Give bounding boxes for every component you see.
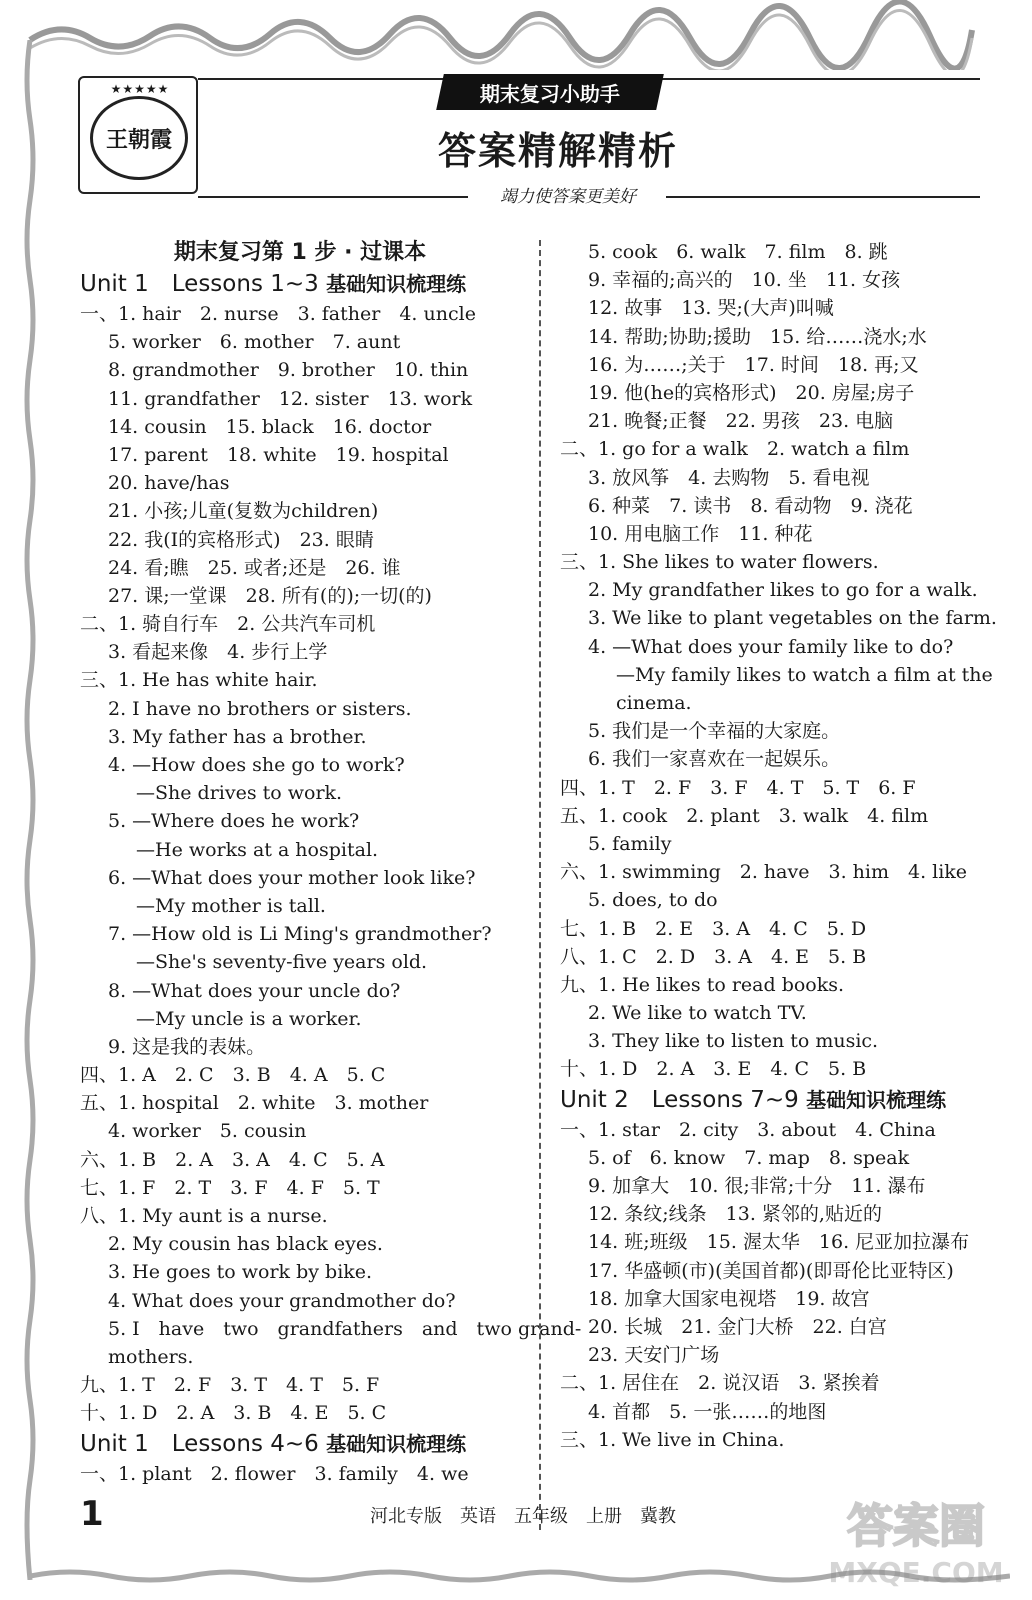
answer-line: 11. grandfather 12. sister 13. work: [108, 387, 473, 410]
page-subtitle: 竭力使答案更美好: [500, 187, 636, 207]
answer-line: 14. 班;班级 15. 渥太华 16. 尼亚加拉瀑布: [588, 1231, 970, 1254]
answer-line: 6. 我们一家喜欢在一起娱乐。: [588, 748, 841, 771]
answer-line: 二、1. 骑自行车 2. 公共汽车司机: [80, 613, 376, 636]
answer-line: 19. 他(he的宾格形式) 20. 房屋;房子: [588, 381, 915, 404]
answer-line: 十、1. D 2. A 3. B 4. E 5. C: [80, 1402, 387, 1425]
answer-line: 16. 为……;关于 17. 时间 18. 再;又: [588, 353, 919, 376]
answer-line: 2. I have no brothers or sisters.: [108, 697, 412, 720]
answer-line: 一、1. hair 2. nurse 3. father 4. uncle: [80, 303, 476, 325]
answer-line: 3. 看起来像 4. 步行上学: [108, 641, 328, 664]
answer-line: 四、1. A 2. C 3. B 4. A 5. C: [80, 1064, 386, 1087]
answer-line: 10. 用电脑工作 11. 种花: [588, 522, 813, 545]
answer-line: 3. We like to plant vegetables on the farm.: [588, 607, 997, 630]
answer-line: 3. 放风筝 4. 去购物 5. 看电视: [588, 466, 870, 489]
answer-line: 2. We like to watch TV.: [588, 1002, 807, 1025]
unit-title-lessons: Unit 1 Lessons 4~6: [80, 1430, 327, 1457]
answer-line: —He works at a hospital.: [136, 838, 379, 861]
footer-edition: 河北专版 英语 五年级 上册 冀教: [370, 1506, 676, 1527]
answer-line: 20. have/has: [108, 472, 230, 495]
watermark-bottom: MXQE.COM: [828, 1556, 1004, 1589]
answer-line: 21. 晚餐;正餐 22. 男孩 23. 电脑: [588, 410, 894, 433]
answer-line: 二、1. go for a walk 2. watch a film: [560, 438, 910, 461]
logo-seal: [90, 96, 188, 180]
answer-line: —My mother is tall.: [136, 894, 326, 917]
answer-line: 5. does, to do: [588, 889, 718, 912]
watermark-top: 答案圈: [847, 1499, 985, 1553]
answer-line: 5. cook 6. walk 7. film 8. 跳: [588, 241, 888, 263]
answer-line: 七、1. F 2. T 3. F 4. F 5. T: [80, 1176, 380, 1199]
answer-line: 5. —Where does he work?: [108, 810, 360, 833]
answer-line: 23. 天安门广场: [588, 1344, 720, 1367]
answer-line: 一、1. star 2. city 3. about 4. China: [560, 1118, 936, 1141]
answer-line: 2. My cousin has black eyes.: [108, 1233, 383, 1256]
answer-line: 7. —How old is Li Ming's grandmother?: [108, 923, 492, 946]
answer-line: 3. He goes to work by bike.: [108, 1261, 373, 1284]
answer-line: —My uncle is a worker.: [136, 1007, 362, 1030]
answer-line: —She drives to work.: [136, 782, 343, 805]
answer-line: 八、1. My aunt is a nurse.: [80, 1205, 328, 1227]
answer-line: 4. —How does she go to work?: [108, 754, 405, 776]
unit-title-lessons: Unit 1 Lessons 1~3: [80, 271, 327, 297]
answer-line: 九、1. He likes to read books.: [560, 973, 845, 996]
subtitle-rule-left: [198, 196, 468, 198]
column-divider: [539, 240, 541, 1530]
unit-title: [80, 1428, 520, 1460]
unit-title-topic: 基础知识梳理练: [806, 1087, 947, 1112]
answer-line: 6. —What does your mother look like?: [108, 866, 476, 889]
answer-line: 8. grandmother 9. brother 10. thin: [108, 359, 469, 382]
page-header: [78, 72, 980, 212]
section-title: 期末复习第 1 步 · 过课本: [173, 240, 427, 265]
answer-line: 24. 看;瞧 25. 或者;还是 26. 谁: [108, 556, 401, 579]
answer-line: 21. 小孩;儿童(复数为children): [108, 500, 379, 523]
answer-line: 九、1. T 2. F 3. T 4. T 5. F: [80, 1374, 380, 1397]
answer-line: —She's seventy-five years old.: [136, 951, 428, 974]
answer-line: 七、1. B 2. E 3. A 4. C 5. D: [560, 917, 867, 940]
answer-line: 四、1. T 2. F 3. F 4. T 5. T 6. F: [560, 776, 916, 799]
unit-title-lessons: Unit 2 Lessons 7~9: [560, 1086, 807, 1113]
answer-line: mothers.: [108, 1345, 194, 1368]
logo-text: 王朝霞: [105, 126, 172, 153]
answer-line: 三、1. He has white hair.: [80, 669, 318, 692]
subtitle-rule-right: [666, 196, 980, 198]
page-number: 1: [80, 1494, 104, 1534]
answer-line: 17. parent 18. white 19. hospital: [108, 443, 449, 466]
answer-line: 20. 长城 21. 金门大桥 22. 白宫: [588, 1315, 887, 1338]
answer-line: 五、1. hospital 2. white 3. mother: [80, 1092, 429, 1115]
page-title: 答案精解精析: [437, 129, 678, 173]
answer-line: 六、1. swimming 2. have 3. him 4. like: [560, 861, 968, 884]
answer-column-right: [560, 238, 1000, 1454]
watermark-logo: [816, 1482, 1016, 1592]
answer-line: 22. 我(I的宾格形式) 23. 眼睛: [108, 528, 374, 551]
answer-line: 五、1. cook 2. plant 3. walk 4. film: [560, 804, 929, 827]
unit-title-topic: 基础知识梳理练: [326, 1431, 467, 1456]
answer-line: 三、1. She likes to water flowers.: [560, 551, 879, 574]
unit-title: [80, 268, 520, 300]
answer-line: 5. I have two grandfathers and two grand-: [108, 1317, 582, 1340]
answer-line: 4. worker 5. cousin: [108, 1120, 307, 1143]
answer-line: 三、1. We live in China.: [560, 1428, 785, 1451]
header-tab-label: 期末复习小助手: [480, 81, 620, 106]
answer-line: 9. 这是我的表妹。: [108, 1035, 266, 1058]
answer-line: 12. 条纹;线条 13. 紧邻的,贴近的: [588, 1203, 882, 1226]
answer-line: 5. family: [588, 832, 672, 855]
unit-title: [560, 1084, 1000, 1116]
answer-line: 4. What does your grandmother do?: [108, 1289, 456, 1312]
answer-line: 12. 故事 13. 哭;(大声)叫喊: [588, 297, 834, 320]
answer-line: 2. My grandfather likes to go for a walk.: [588, 579, 978, 602]
answer-line: 18. 加拿大国家电视塔 19. 故宫: [588, 1287, 870, 1310]
answer-line: 5. worker 6. mother 7. aunt: [108, 331, 401, 354]
star-icon: ★★★★★: [110, 82, 170, 96]
answer-line: 8. —What does your uncle do?: [108, 979, 401, 1002]
answer-line: 4. 首都 5. 一张……的地图: [588, 1400, 827, 1423]
answer-line: —My family likes to watch a film at the: [616, 663, 993, 686]
answer-line: 十、1. D 2. A 3. E 4. C 5. B: [560, 1058, 867, 1081]
answer-line: 14. cousin 15. black 16. doctor: [108, 415, 432, 438]
unit-title-topic: 基础知识梳理练: [326, 272, 467, 296]
answer-line: 17. 华盛顿(市)(美国首都)(即哥伦比亚特区): [588, 1259, 954, 1282]
answer-line: cinema.: [616, 692, 692, 714]
answer-line: 一、1. plant 2. flower 3. family 4. we: [80, 1462, 469, 1485]
answer-line: 八、1. C 2. D 3. A 4. E 5. B: [560, 945, 867, 968]
answer-column-left: [80, 238, 582, 1488]
answer-line: 5. of 6. know 7. map 8. speak: [588, 1146, 910, 1169]
answer-line: 3. They like to listen to music.: [588, 1030, 879, 1053]
answer-line: 3. My father has a brother.: [108, 725, 367, 748]
answer-line: 14. 帮助;协助;援助 15. 给……浇水;水: [588, 325, 927, 348]
answer-line: 4. —What does your family like to do?: [588, 635, 954, 658]
decorative-wavy-border-top: [0, 0, 1032, 70]
header-tab: [436, 74, 664, 110]
answer-line: 27. 课;一堂课 28. 所有(的);一切(的): [108, 584, 432, 607]
answer-line: 二、1. 居住在 2. 说汉语 3. 紧挨着: [560, 1372, 880, 1395]
answer-line: 9. 加拿大 10. 很;非常;十分 11. 瀑布: [588, 1175, 926, 1197]
answer-line: 六、1. B 2. A 3. A 4. C 5. A: [80, 1148, 385, 1171]
answer-line: 6. 种菜 7. 读书 8. 看动物 9. 浇花: [588, 494, 913, 517]
brand-logo: [78, 76, 198, 194]
answer-line: 9. 幸福的;高兴的 10. 坐 11. 女孩: [588, 269, 901, 292]
decorative-wavy-border-left: [22, 40, 38, 1580]
answer-line: 5. 我们是一个幸福的大家庭。: [588, 720, 841, 743]
